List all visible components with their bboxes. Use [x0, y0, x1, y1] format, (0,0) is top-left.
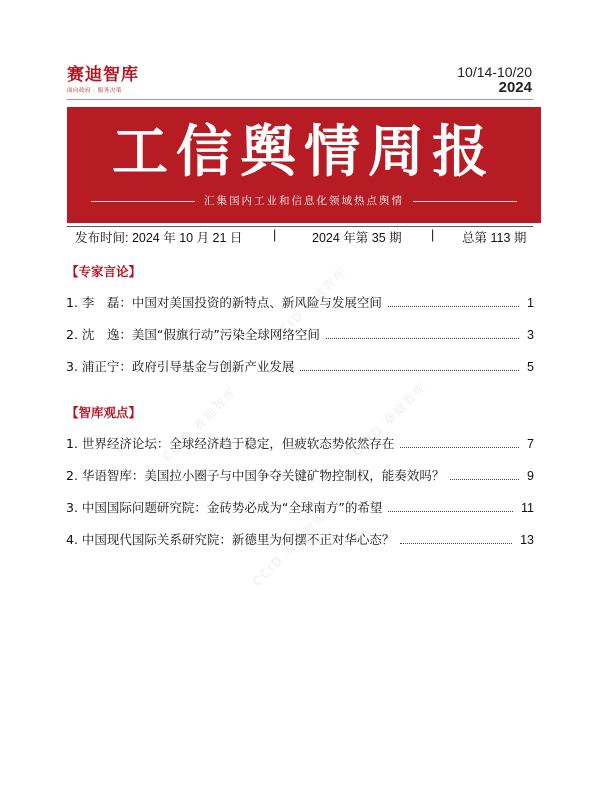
toc-leader-dots [388, 306, 519, 307]
toc-page-number: 13 [520, 533, 534, 547]
toc-item-label: 3. 浦正宁：政府引导基金与创新产业发展 [66, 359, 295, 374]
toc-leader-dots [450, 479, 519, 480]
banner-subtitle-row [91, 194, 517, 208]
toc-leader-dots [326, 338, 519, 339]
toc-item[interactable] [66, 466, 534, 484]
subtitle-right-line [413, 201, 517, 202]
toc-item-label: 1. 世界经济论坛：全球经济趋于稳定，但疲软态势依然存在 [66, 436, 395, 451]
toc-item-label: 2. 沈 逸：美国“假旗行动”污染全球网络空间 [66, 327, 320, 342]
toc-item-label: 4. 中国现代国际关系研究院：新德里为何摆不正对华心态？ [66, 532, 395, 547]
issue-number: 2024 年第 35 期 [312, 231, 402, 245]
toc-page-number: 9 [527, 469, 534, 483]
toc-item[interactable] [66, 498, 534, 516]
toc-item[interactable] [66, 357, 534, 375]
toc-page-number: 5 [527, 360, 534, 374]
publish-date: 发布时间: 2024 年 10 月 21 日 [75, 231, 243, 245]
logo-text: 赛迪智库 [67, 65, 139, 85]
separator: | [431, 228, 435, 242]
watermark: CCID 赛迪智库 [349, 378, 431, 459]
publication-info [67, 226, 541, 244]
watermark: CCID 赛迪智库 [249, 508, 331, 589]
toc-item[interactable] [66, 325, 534, 343]
date-range: 10/14-10/20 [457, 64, 532, 80]
toc-leader-dots [400, 447, 519, 448]
year: 2024 [498, 79, 532, 96]
toc-page-number: 11 [521, 501, 534, 515]
toc-item-label: 3. 中国国际问题研究院：金砖势必成为“全球南方”的希望 [66, 500, 383, 515]
banner-subtitle: 汇集国内工业和信息化领域热点舆情 [204, 195, 404, 207]
toc-leader-dots [300, 370, 519, 371]
total-issue-number: 总第 113 期 [462, 231, 527, 245]
watermark: CCID 赛迪智库 [159, 383, 241, 464]
banner-title: 工信舆情周报 [112, 119, 496, 185]
toc-page-number: 7 [527, 437, 534, 451]
toc-page-number: 1 [527, 296, 534, 310]
logo-tagline: 面向政府 · 服务决策 [67, 88, 122, 94]
toc-item[interactable] [66, 434, 534, 452]
separator: | [273, 228, 277, 242]
header-divider [67, 99, 533, 100]
watermark: CCID 赛迪智库 [269, 263, 351, 344]
toc-item-label: 1. 李 磊：中国对美国投资的新特点、新风险与发展空间 [66, 295, 382, 310]
toc-page-number: 3 [527, 328, 534, 342]
ccid-logo [67, 66, 157, 94]
toc-item-label: 2. 华语智库：美国拉小圈子与中国争夺关键矿物控制权，能奏效吗？ [66, 468, 445, 483]
section-title-think-tank-views: 【智库观点】 [66, 405, 142, 420]
toc-leader-dots [388, 511, 513, 512]
toc-leader-dots [400, 543, 512, 544]
title-banner [67, 107, 541, 223]
section-title-expert-opinions: 【专家言论】 [66, 264, 142, 279]
